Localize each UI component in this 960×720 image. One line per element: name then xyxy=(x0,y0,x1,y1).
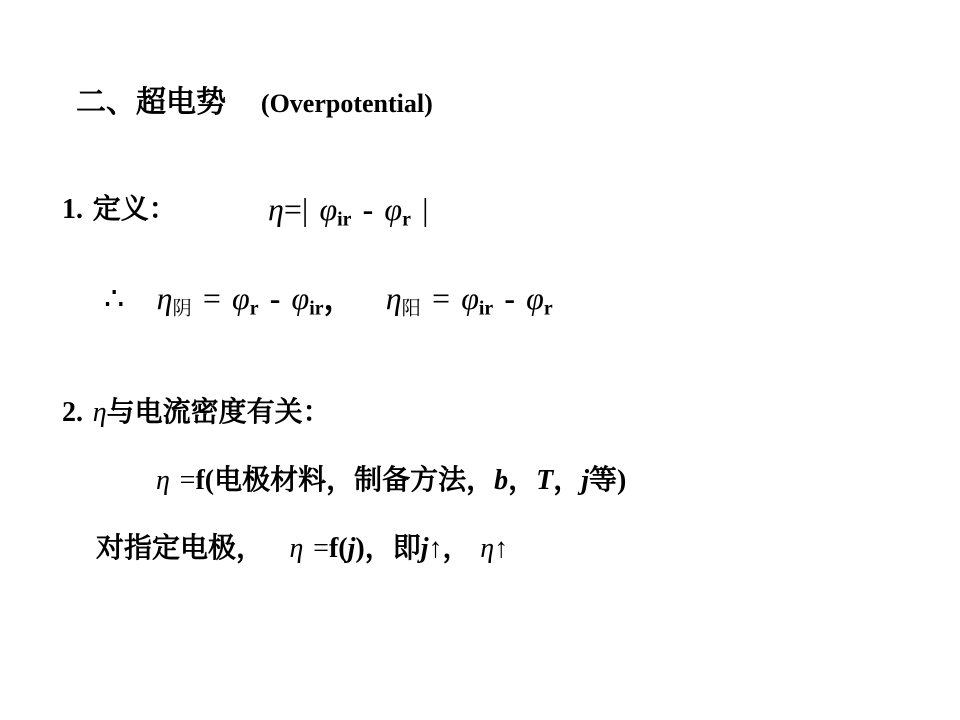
eta-symbol: η xyxy=(480,533,495,564)
up-arrow-icon: ↑ xyxy=(494,533,509,564)
phi-symbol: φ xyxy=(384,191,403,227)
therefore-equations xyxy=(104,279,553,320)
comma: ， xyxy=(442,531,471,564)
equals-sign: = xyxy=(283,191,302,227)
abs-bar-close: | xyxy=(422,191,429,227)
item-number-1: 1. xyxy=(62,194,83,225)
abs-bar-open: | xyxy=(301,191,309,227)
phi-symbol: φ xyxy=(526,280,544,316)
subscript-r: r xyxy=(249,297,259,320)
eta-symbol: η xyxy=(92,397,107,428)
variable-j: j xyxy=(420,533,429,564)
therefore-symbol: ∴ xyxy=(104,280,125,316)
definition-text: 定义： xyxy=(92,192,177,225)
title-chinese: 二、超电势 xyxy=(76,85,226,120)
comma: ， xyxy=(364,531,393,564)
ji-text: 即 xyxy=(392,531,421,564)
subscript-ir: ir xyxy=(309,297,324,320)
section-title xyxy=(76,85,433,120)
up-arrow-icon: ↑ xyxy=(428,533,443,564)
subscript-ir: ir xyxy=(337,208,352,231)
item-number-2: 2. xyxy=(62,397,83,428)
specific-electrode-statement xyxy=(96,531,509,564)
equals-sign: = xyxy=(202,280,221,316)
subscript-anode: 阳 xyxy=(401,296,421,320)
definition-label xyxy=(62,192,177,225)
equals-sign: = xyxy=(313,533,329,564)
subscript-cathode: 阴 xyxy=(172,296,192,320)
subscript-r: r xyxy=(402,208,411,231)
equals-sign: = xyxy=(432,280,451,316)
function-open: f( xyxy=(195,465,215,496)
title-english: (Overpotential) xyxy=(260,89,433,118)
definition-equation xyxy=(268,191,429,231)
separator: ， xyxy=(508,463,537,496)
minus-sign: - xyxy=(504,280,515,316)
separator: ， xyxy=(553,463,582,496)
phi-symbol: φ xyxy=(232,280,250,316)
subscript-r: r xyxy=(543,297,553,320)
specific-prefix: 对指定电极， xyxy=(96,531,265,564)
phi-symbol: φ xyxy=(291,280,310,316)
variable-j: j xyxy=(347,533,356,564)
phi-symbol: φ xyxy=(319,191,338,227)
minus-sign: - xyxy=(362,191,374,227)
eta-symbol: η xyxy=(289,533,304,564)
function-close: ) xyxy=(355,533,365,564)
function-materials: 电极材料，制备方法， xyxy=(214,463,495,496)
variable-j: j xyxy=(581,465,590,496)
dependence-statement xyxy=(62,395,331,428)
comma: ， xyxy=(323,279,356,317)
subscript-ir: ir xyxy=(478,297,494,320)
eta-symbol: η xyxy=(156,465,170,496)
function-close: ) xyxy=(617,465,627,496)
phi-symbol: φ xyxy=(461,280,479,316)
eta-symbol: η xyxy=(385,280,402,316)
variable-b: b xyxy=(494,465,509,496)
variable-T: T xyxy=(536,465,554,496)
eta-symbol: η xyxy=(268,191,284,227)
eta-symbol: η xyxy=(156,280,173,316)
etc-text: 等 xyxy=(589,463,618,496)
function-equation xyxy=(156,463,627,496)
dependence-text: 与电流密度有关： xyxy=(106,395,331,428)
function-open: f( xyxy=(328,533,348,564)
equals-sign: = xyxy=(179,465,196,496)
minus-sign: - xyxy=(269,280,281,316)
